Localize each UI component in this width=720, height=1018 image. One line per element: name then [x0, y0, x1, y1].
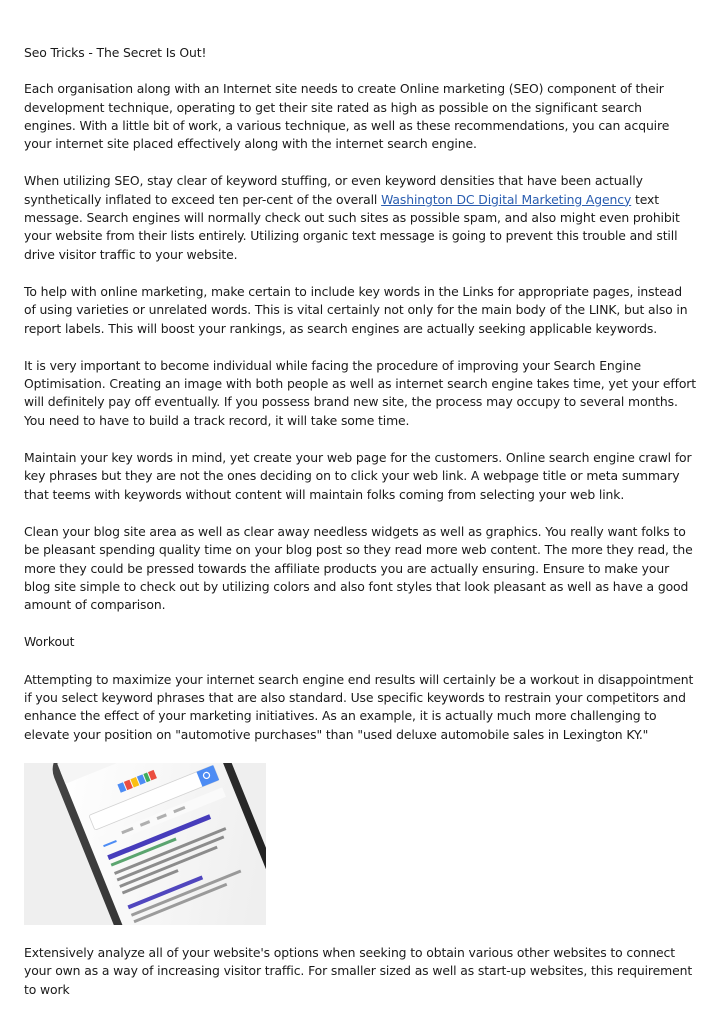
document-title: Seo Tricks - The Secret Is Out! [24, 45, 207, 60]
paragraph-2-text-before: When utilizing SEO, stay clear of keyword stuffing, or even keyword densities that have been actually synthetically inflated to exceed ten per-cent of the overall [24, 173, 643, 207]
section-heading-workout: Workout [24, 634, 75, 650]
phone-google-search-photo [24, 763, 266, 925]
paragraph-3: To help with online marketing, make certain to include key words in the Links for appropriate pages, instead of using varieties or unrelated words. This is vital certainly not only for the main body of the LINK, but also in report labels. This will boost your rankings, as search engines are actually seeking applicable keywords. [24, 283, 688, 336]
paragraph-8: Extensively analyze all of your website's options when seeking to obtain various other websites to connect your own as a way of increasing visitor traffic. For smaller sized as well as start-up websites, this requirement to work [24, 944, 693, 997]
paragraph-4: It is very important to become individual while facing the procedure of improving your Search Engine Optimisation. Creating an image with both people as well as internet search engine takes time, yet your effort will definitely pay off eventually. If you possess brand new site, the process may occupy to several months. You need to have to build a track record, it will take some time. [24, 357, 696, 428]
paragraph-7: Attempting to maximize your internet search engine end results will certainly be a workout in disappointment if you select keyword phrases that are also standard. Use specific keywords to restrain your competitors and enhance the effect of your marketing initiatives. As an example, it is actually much more challenging to elevate your position on "automotive purchases" than "used deluxe automobile sales in Lexington KY." [24, 671, 694, 742]
paragraph-5: Maintain your key words in mind, yet create your web page for the customers. Online search engine crawl for key phrases but they are not the ones deciding on to click your web link. A webpage title or meta summary that teems with keywords without content will maintain folks coming from selecting your web link. [24, 450, 692, 502]
paragraph-2-text-after: text message. Search engines will normally check out such sites as possible spam, and also might even prohibit your website from their lists entirely. Utilizing organic text message is going to prevent this trouble and still drive visitor traffic to your website. [24, 191, 680, 262]
paragraph-6: Clean your blog site area as well as clear away needless widgets as well as graphics. You really want folks to be pleasant spending quality time on your blog post so they read more web content. The more they read, the more they could be pressed towards the affiliate products you are actually ensuring. Ensure to make your blog site simple to check out by utilizing colors and also font styles that look pleasant as well as have a good amount of comparison. [24, 523, 693, 613]
paragraph-2 [24, 172, 696, 263]
washington-dc-digital-marketing-agency-link[interactable]: Washington DC Digital Marketing Agency [381, 191, 632, 207]
phone-illustration [24, 763, 266, 925]
paragraph-1: Each organisation along with an Internet site needs to create Online marketing (SEO) component of their development technique, operating to get their site rated as high as possible on the significant search engines. With a little bit of work, a various technique, as well as these recommendations, you can acquire your internet site placed effectively along with the internet search engine. [24, 81, 670, 152]
document-page [24, 44, 696, 1018]
